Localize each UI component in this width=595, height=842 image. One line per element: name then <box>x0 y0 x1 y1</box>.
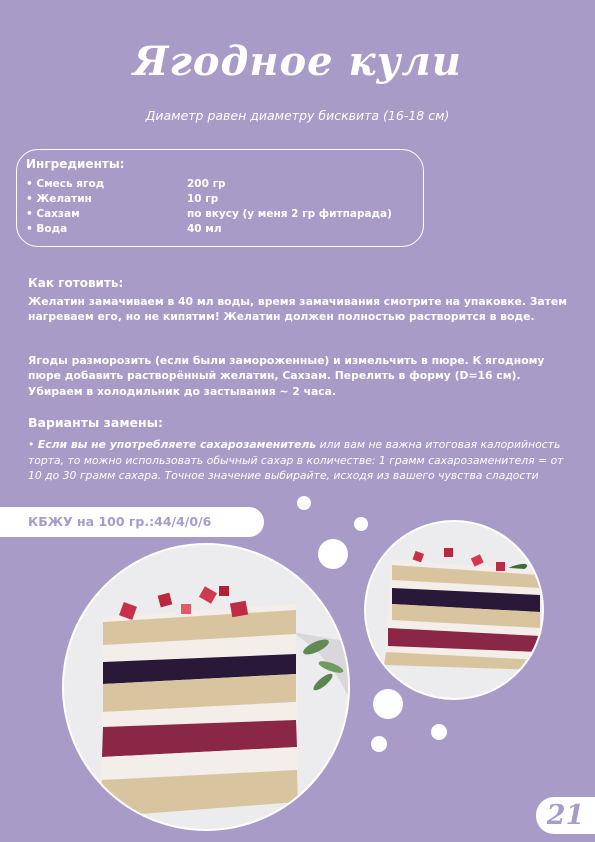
variants-heading: Варианты замены: <box>28 415 163 430</box>
decor-dot <box>431 724 447 740</box>
variants-emphasis: Если вы не употребляете сахарозаменитель <box>37 438 317 451</box>
ingredient-name: • Желатин <box>26 193 92 205</box>
ingredients-heading: Ингредиенты: <box>26 157 125 171</box>
ingredient-amount: 40 мл <box>187 223 222 235</box>
variants-body: или вам не важна итоговая калорийность торта, то можно использовать обычный сахар в количестве: 1 грамм сахарозаменителя = от 10 до 30 грамм сахара. Точное значение выбирайте, исходя из вашего чувства сладости <box>28 438 564 483</box>
cake-slice-photo-large <box>61 542 351 832</box>
variants-bullet: • <box>28 438 35 451</box>
kbju-badge: КБЖУ на 100 гр.:44/4/0/6 <box>0 507 264 537</box>
page-number: 21 <box>536 797 595 834</box>
how-to-heading: Как готовить: <box>28 276 124 290</box>
variants-text <box>28 437 576 484</box>
ingredient-name: • Смесь ягод <box>26 178 105 190</box>
decor-dot <box>371 736 387 752</box>
ingredient-amount: 10 гр <box>187 193 219 205</box>
ingredient-amount: по вкусу (у меня 2 гр фитпарада) <box>187 208 392 220</box>
how-to-paragraph: Ягоды разморозить (если были замороженные) и измельчить в пюре. К ягодному пюре добавить растворённый желатин, Сахзам. Перелить в форму (D=16 см). Убираем в холодильник до застывания ~ 2 часа. <box>28 354 545 398</box>
ingredient-name: • Вода <box>26 223 68 235</box>
ingredient-name: • Сахзам <box>26 208 80 220</box>
page-title: Ягодное кули <box>133 38 462 85</box>
ingredient-amount: 200 гр <box>187 178 226 190</box>
how-to-paragraph: Желатин замачиваем в 40 мл воды, время замачивания смотрите на упаковке. Затем нагреваем его, но не кипятим! Желатин должен полностью растворится в воде. <box>28 295 568 324</box>
page-subtitle: Диаметр равен диаметру бисквита (16-18 см) <box>145 108 450 123</box>
cake-slice-photo-small <box>364 520 544 700</box>
decor-dot <box>297 496 311 510</box>
